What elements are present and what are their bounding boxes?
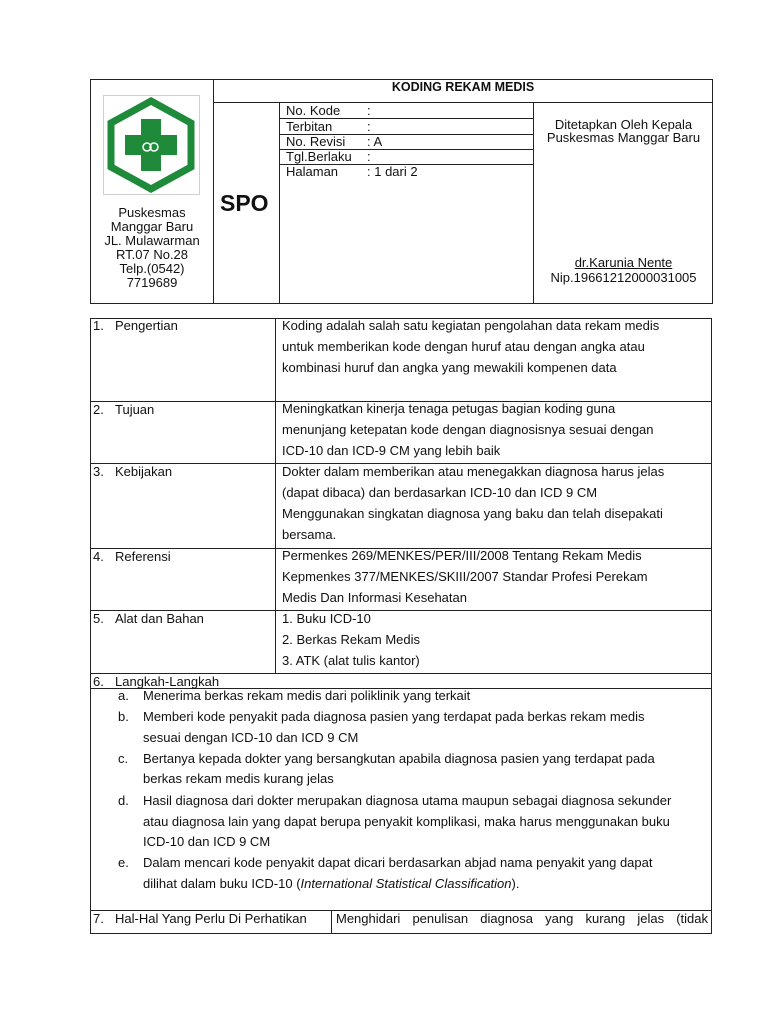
step-text: Bertanya kepada dokter yang bersangkutan apabila diagnosa pasien yang terdapat pada [143, 751, 655, 766]
approval-line: Ditetapkan Oleh Kepala [554, 117, 693, 132]
field-value-kode: : [367, 103, 371, 118]
section-title-kebijakan: Kebijakan [115, 464, 173, 479]
section-text: (dapat dibaca) dan berdasarkan ICD-10 dan ICD 9 CM [282, 485, 598, 500]
field-label-revisi: No. Revisi [286, 134, 346, 149]
section-title-referensi: Referensi [115, 549, 171, 564]
step-text: berkas rekam medis kurang jelas [143, 771, 334, 786]
column-divider [331, 910, 332, 934]
section-number: 2. [93, 402, 104, 417]
list-item: 1. Buku ICD-10 [282, 611, 371, 626]
section-text: Menghidari penulisan diagnosa yang kurang jelas (tidak [336, 911, 708, 926]
step-text: Hasil diagnosa dari dokter merupakan diagnosa utama maupun sebagai diagnosa sekunder [143, 793, 672, 808]
field-label-berlaku: Tgl.Berlaku [286, 149, 352, 164]
step-letter: e. [118, 855, 129, 870]
org-phone-line: Telp.(0542) [119, 261, 185, 276]
section-text: kombinasi huruf dan angka yang mewakili kompenen data [282, 360, 617, 375]
section-number: 6. [93, 674, 104, 689]
column-divider [275, 318, 276, 673]
section-title-perhatian: Hal-Hal Yang Perlu Di Perhatikan [115, 911, 307, 926]
section-text: Medis Dan Informasi Kesehatan [282, 590, 467, 605]
section-number: 5. [93, 611, 104, 626]
field-value-revisi: : A [367, 134, 383, 149]
field-value-halaman: : 1 dari 2 [367, 164, 418, 179]
step-letter: b. [118, 709, 129, 724]
signer-nip: Nip.19661212000031005 [550, 270, 697, 285]
step-text-suffix: ). [511, 876, 520, 891]
step-text: Menerima berkas rekam medis dari poliklinik yang terkait [143, 688, 471, 703]
field-label-kode: No. Kode [286, 103, 341, 118]
section-text: Permenkes 269/MENKES/PER/III/2008 Tentang Rekam Medis [282, 548, 642, 563]
step-text: Memberi kode penyakit pada diagnosa pasien yang terdapat pada berkas rekam medis [143, 709, 645, 724]
step-text: atau diagnosa lain yang dapat berupa penyakit komplikasi, maka harus menggunakan buku [143, 814, 670, 829]
signer-name: dr.Karunia Nente [574, 255, 673, 270]
field-label-halaman: Halaman [286, 164, 339, 179]
field-value-berlaku: : [367, 149, 371, 164]
puskesmas-logo [103, 95, 200, 195]
document-title: KODING REKAM MEDIS [391, 80, 535, 94]
list-item: 3. ATK (alat tulis kantor) [282, 653, 420, 668]
section-number: 7. [93, 911, 104, 926]
step-letter: c. [118, 751, 129, 766]
spo-label: SPO [220, 190, 269, 216]
org-name-line: Puskesmas [118, 205, 186, 220]
org-address-line: JL. Mulawarman [104, 233, 200, 248]
step-text [143, 873, 519, 894]
section-text: Dokter dalam memberikan atau menegakkan diagnosa harus jelas [282, 464, 665, 479]
section-text: menunjang ketepatan kode dengan diagnosisnya sesuai dengan [282, 422, 654, 437]
step-text: Dalam mencari kode penyakit dapat dicari berdasarkan abjad nama penyakit yang dapat [143, 855, 653, 870]
section-text: Menggunakan singkatan diagnosa yang baku dan telah disepakati [282, 506, 663, 521]
step-text-italic: International Statistical Classification [300, 876, 512, 891]
section-title-pengertian: Pengertian [115, 318, 178, 333]
step-text: sesuai dengan ICD-10 dan ICD 9 CM [143, 730, 359, 745]
section-text: ICD-10 dan ICD-9 CM yang lebih baik [282, 443, 501, 458]
section-title-tujuan: Tujuan [115, 402, 155, 417]
section-text: untuk memberikan kode dengan huruf atau dengan angka atau [282, 339, 645, 354]
section-title-langkah: Langkah-Langkah [115, 674, 220, 689]
header-divider [279, 102, 280, 304]
section-number: 4. [93, 549, 104, 564]
field-value-terbitan: : [367, 119, 371, 134]
org-address-line: RT.07 No.28 [115, 247, 189, 262]
step-letter: a. [118, 688, 129, 703]
section-number: 1. [93, 318, 104, 333]
section-text: Kepmenkes 377/MENKES/SKIII/2007 Standar Profesi Perekam [282, 569, 648, 584]
list-item: 2. Berkas Rekam Medis [282, 632, 420, 647]
approval-line: Puskesmas Manggar Baru [546, 130, 701, 145]
org-name-line: Manggar Baru [110, 219, 194, 234]
step-text-prefix: dilihat dalam buku ICD-10 ( [143, 876, 301, 891]
org-phone-line: 7719689 [126, 275, 178, 290]
step-text: ICD-10 dan ICD 9 CM [143, 834, 271, 849]
field-label-terbitan: Terbitan [286, 119, 333, 134]
section-text: Koding adalah salah satu kegiatan pengolahan data rekam medis [282, 318, 660, 333]
section-text: bersama. [282, 527, 337, 542]
section-title-alat: Alat dan Bahan [115, 611, 204, 626]
step-letter: d. [118, 793, 129, 808]
section-number: 3. [93, 464, 104, 479]
section-text: Meningkatkan kinerja tenaga petugas bagian koding guna [282, 401, 616, 416]
header-divider [213, 79, 214, 304]
